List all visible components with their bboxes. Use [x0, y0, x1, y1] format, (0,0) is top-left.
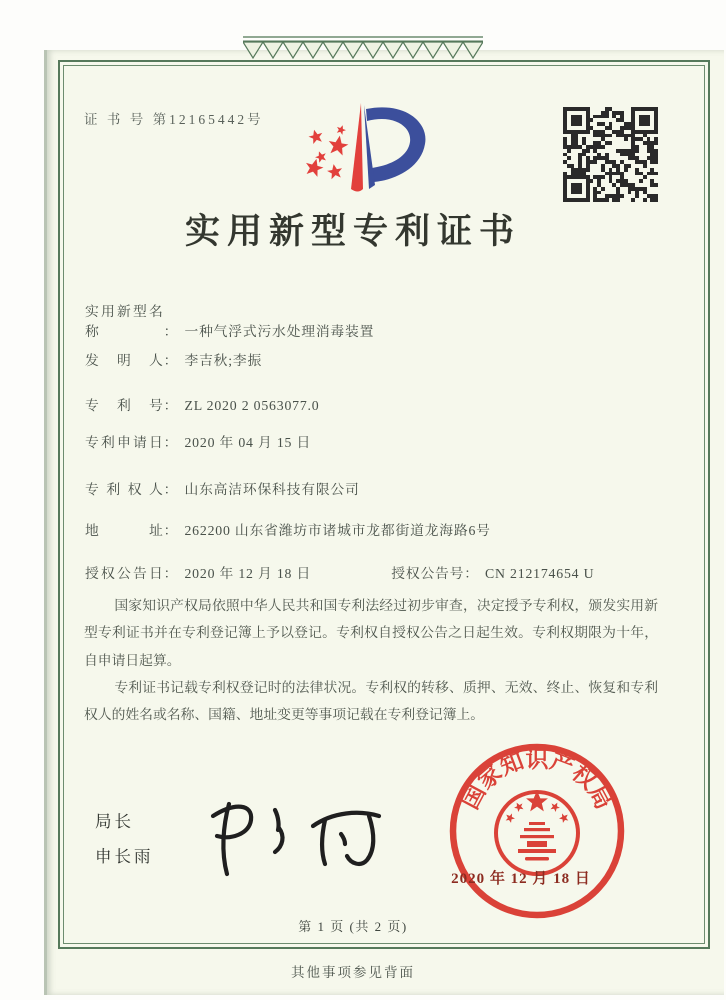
field-grant-number: 授权公告号： CN 212174654 U [391, 566, 595, 581]
field-value: 2020 年 12 月 18 日 [184, 566, 312, 581]
cnipa-logo-icon [288, 99, 443, 199]
field-label: 授权公告号 [391, 566, 465, 581]
field-address: 地址： 262200 山东省潍坊市诸城市龙都街道龙海路6号 [85, 519, 666, 539]
director-name: 申长雨 [95, 847, 154, 866]
certificate-number-label: 证 书 号 [84, 112, 147, 127]
field-inventor: 发明人： 李吉秋;李振 [85, 349, 666, 369]
field-patent-number: 专利号： ZL 2020 2 0563077.0 [85, 394, 666, 414]
field-value: ZL 2020 2 0563077.0 [184, 398, 320, 413]
field-label: 专利号 [85, 398, 164, 413]
field-label: 实用新型名称 [85, 304, 164, 339]
field-utility-model-name: 实用新型名称 ： 一种气浮式污水处理消毒装置 [85, 300, 666, 340]
seal-date: 2020 年 12 月 18 日 [451, 871, 591, 887]
body-paragraph-1: 国家知识产权局依照中华人民共和国专利法经过初步审查，决定授予专利权，颁发实用新型专利证书并在专利登记簿上予以登记。专利权自授权公告之日起生效。专利权期限为十年，自申请日起算。 [84, 598, 658, 668]
national-emblem-icon [496, 791, 578, 875]
field-patentee: 专利权人： 山东高洁环保科技有限公司 [85, 478, 666, 498]
seal-text: 国家知识产权局 [457, 746, 617, 814]
page-title: 实用新型专利证书 [184, 212, 521, 251]
body-text [84, 592, 658, 729]
field-label: 地址 [85, 523, 164, 538]
field-grant-row [85, 562, 666, 582]
director-title: 局长 [95, 812, 134, 831]
field-filing-date: 专利申请日： 2020 年 04 月 15 日 [85, 431, 666, 451]
field-value: 李吉秋;李振 [184, 353, 263, 368]
field-value: CN 212174654 U [485, 566, 595, 581]
qr-code [563, 107, 656, 200]
field-label: 发明人 [85, 353, 164, 368]
field-value: 一种气浮式污水处理消毒装置 [184, 324, 375, 339]
field-value: 山东高洁环保科技有限公司 [184, 482, 360, 497]
field-label: 专利申请日 [85, 435, 164, 450]
body-paragraph-2: 专利证书记载专利权登记时的法律状况。专利权的转移、质押、无效、终止、恢复和专利权人的姓名或名称、国籍、地址变更等事项记载在专利登记簿上。 [84, 679, 658, 723]
field-grant-date: 授权公告日： 2020 年 12 月 18 日 [85, 562, 387, 582]
field-value: 2020 年 04 月 15 日 [184, 435, 312, 450]
field-label: 专利权人 [85, 482, 164, 497]
cnipa-seal [440, 736, 635, 931]
director-signature-icon [183, 786, 393, 881]
logo-stars-icon [303, 124, 349, 180]
footer-note: 其他事项参见背面 [291, 965, 415, 980]
field-label: 授权公告日 [85, 566, 164, 581]
director-block [95, 808, 154, 878]
certificate-number-value: 第12165442号 [152, 112, 264, 127]
page-number: 第 1 页 (共 2 页) [298, 919, 408, 934]
field-value: 262200 山东省潍坊市诸城市龙都街道龙海路6号 [184, 523, 491, 538]
certificate-number [84, 108, 264, 128]
